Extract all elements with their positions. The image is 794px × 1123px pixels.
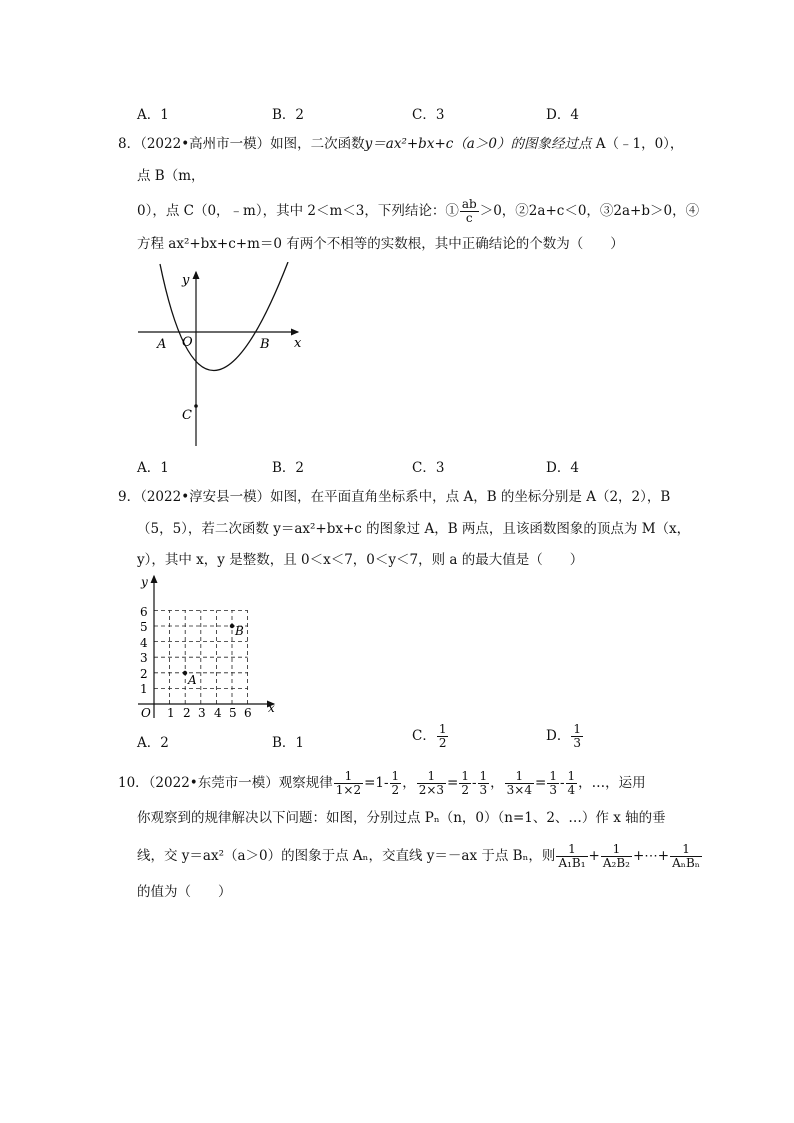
q10-line-2: 你观察到的规律解决以下问题：如图，分别过点 Pₙ（n，0）（n=1、2、…）作 x 轴的垂	[137, 810, 666, 826]
q8-frac-num: ab	[461, 197, 477, 211]
label-y: y	[182, 273, 190, 288]
num: 1	[567, 769, 576, 783]
q9-option-d-label: D．	[546, 728, 571, 744]
q8-parabola-graph	[130, 262, 310, 452]
frac	[334, 770, 363, 797]
label-y: y	[141, 575, 148, 589]
num: 1	[601, 843, 632, 857]
q10-line-3	[137, 843, 703, 870]
frac	[556, 843, 587, 870]
q9-option-c-label: C．	[412, 728, 436, 744]
num: 1	[461, 769, 469, 783]
q8-line-4: 方程 ax²+bx+c+m＝0 有两个不相等的实数根，其中正确结论的个数为（ ）	[137, 236, 624, 252]
label-b: B	[260, 337, 270, 352]
q8-line-1	[118, 134, 683, 154]
y-tick-1: 1	[140, 682, 148, 696]
num: 1	[391, 769, 400, 783]
point-b-dot	[230, 624, 234, 628]
den: AₙBₙ	[672, 856, 700, 870]
label-a: A	[188, 673, 197, 687]
q9-grid-graph	[132, 570, 282, 722]
q8-option-a: A．1	[137, 460, 169, 476]
den: 3×4	[506, 783, 532, 797]
y-tick-6: 6	[140, 605, 148, 619]
q8-line-3-part-b: ＞0，②2a+c＜0，③2a+b＞0，④	[479, 203, 700, 219]
comma: ，	[402, 775, 416, 791]
num: 1	[334, 770, 363, 784]
q9-option-d-fraction	[571, 723, 583, 750]
x-tick-5: 5	[229, 706, 237, 720]
q8-point-a: A（﹣1，0），	[595, 136, 684, 152]
comma: ，	[490, 775, 504, 791]
q10-line-1	[118, 770, 646, 797]
plus-ellipsis: +⋯+	[632, 848, 670, 864]
x-tick-2: 2	[183, 706, 191, 720]
frac	[417, 770, 446, 797]
num: 1	[549, 769, 557, 783]
frac	[601, 843, 632, 870]
q8-frac-den: c	[465, 211, 473, 225]
den: 1×2	[335, 783, 362, 797]
q10-lead: 10．（2022•东莞市一模）观察规律	[118, 775, 333, 791]
grid-lines	[154, 610, 248, 704]
den: 2×3	[418, 783, 445, 797]
q9-line-2: （5，5），若二次函数 y＝ax²+bx+c 的图象过 A，B 两点，且该函数图象的顶点为 M（x，	[137, 521, 691, 537]
q8-line-2: 点 B（m，	[137, 168, 205, 184]
q9-option-b: B．1	[272, 735, 305, 751]
label-x: x	[294, 336, 302, 351]
q8-line-3-part-a: 0），点 C（0，﹣m），其中 2＜m＜3，下列结论：①	[137, 203, 459, 219]
q8-option-d: D．4	[546, 460, 579, 476]
q9-option-a: A．2	[137, 735, 169, 751]
label-b: B	[235, 624, 244, 638]
num: 1	[479, 769, 488, 783]
frac-num: 1	[573, 722, 581, 736]
num: 1	[505, 770, 534, 784]
num: 1	[670, 843, 702, 857]
option-a: A．1	[137, 107, 169, 123]
option-b: B．2	[272, 107, 305, 123]
x-tick-3: 3	[198, 706, 206, 720]
q9-option-d	[546, 723, 584, 750]
q8-option-b: B．2	[272, 460, 305, 476]
q8-source: 8．（2022•高州市一模）如图，二次函数	[118, 136, 365, 152]
parabola-curve	[160, 262, 288, 371]
point-a-dot	[183, 671, 187, 675]
frac	[478, 770, 490, 797]
frac	[390, 770, 402, 797]
y-tick-3: 3	[140, 651, 148, 665]
q9-option-c-fraction	[437, 723, 449, 750]
minus: -	[559, 775, 565, 791]
label-o: O	[182, 335, 193, 350]
point-c-dot	[194, 404, 198, 408]
den: A₁B₁	[558, 856, 586, 870]
frac-num: 1	[438, 722, 447, 736]
y-tick-2: 2	[140, 667, 148, 681]
option-c: C．3	[412, 107, 445, 123]
eq: =	[535, 775, 547, 791]
label-o: O	[141, 706, 151, 720]
eq: =1-	[364, 775, 389, 791]
q8-option-c: C．3	[412, 460, 445, 476]
q10-tail: ，…，运用	[578, 775, 646, 791]
den: 2	[461, 783, 469, 797]
y-tick-5: 5	[140, 620, 148, 634]
eq: =	[447, 775, 459, 791]
frac	[670, 843, 702, 870]
q9-line-1: 9．（2022•淳安县一模）如图，在平面直角坐标系中，点 A，B 的坐标分别是 A（2，2），B	[118, 489, 671, 505]
q8-function: y＝ax²+bx+c（a＞0）的图象经过点	[364, 136, 592, 152]
label-a: A	[157, 337, 167, 352]
den: 2	[391, 783, 400, 797]
frac-den: 2	[438, 736, 447, 750]
num: 1	[417, 770, 446, 784]
minus: -	[471, 775, 477, 791]
q8-line-3	[137, 198, 699, 225]
den: 3	[479, 783, 488, 797]
plus: +	[588, 848, 600, 864]
q9-option-c	[412, 723, 449, 750]
den: A₂B₂	[602, 856, 630, 870]
x-tick-1: 1	[167, 706, 175, 720]
label-x: x	[268, 701, 275, 715]
frac	[505, 770, 534, 797]
q10-line-3-text: 线，交 y＝ax²（a＞0）的图象于点 Aₙ，交直线 y＝－ax 于点 Bₙ，则	[137, 848, 556, 864]
den: 4	[567, 783, 576, 797]
option-d: D．4	[546, 107, 579, 123]
frac	[547, 770, 559, 797]
x-tick-4: 4	[214, 706, 222, 720]
x-tick-6: 6	[244, 706, 252, 720]
frac	[459, 770, 471, 797]
frac	[566, 770, 578, 797]
q10-line-4: 的值为（ ）	[137, 884, 232, 900]
den: 3	[549, 783, 557, 797]
q8-fraction	[460, 198, 479, 225]
label-c: C	[182, 408, 192, 423]
num: 1	[556, 843, 587, 857]
frac-den: 3	[573, 736, 581, 750]
y-tick-4: 4	[140, 636, 148, 650]
q9-line-3: y），其中 x，y 是整数，且 0＜x＜7，0＜y＜7，则 a 的最大值是（ ）	[137, 552, 584, 568]
